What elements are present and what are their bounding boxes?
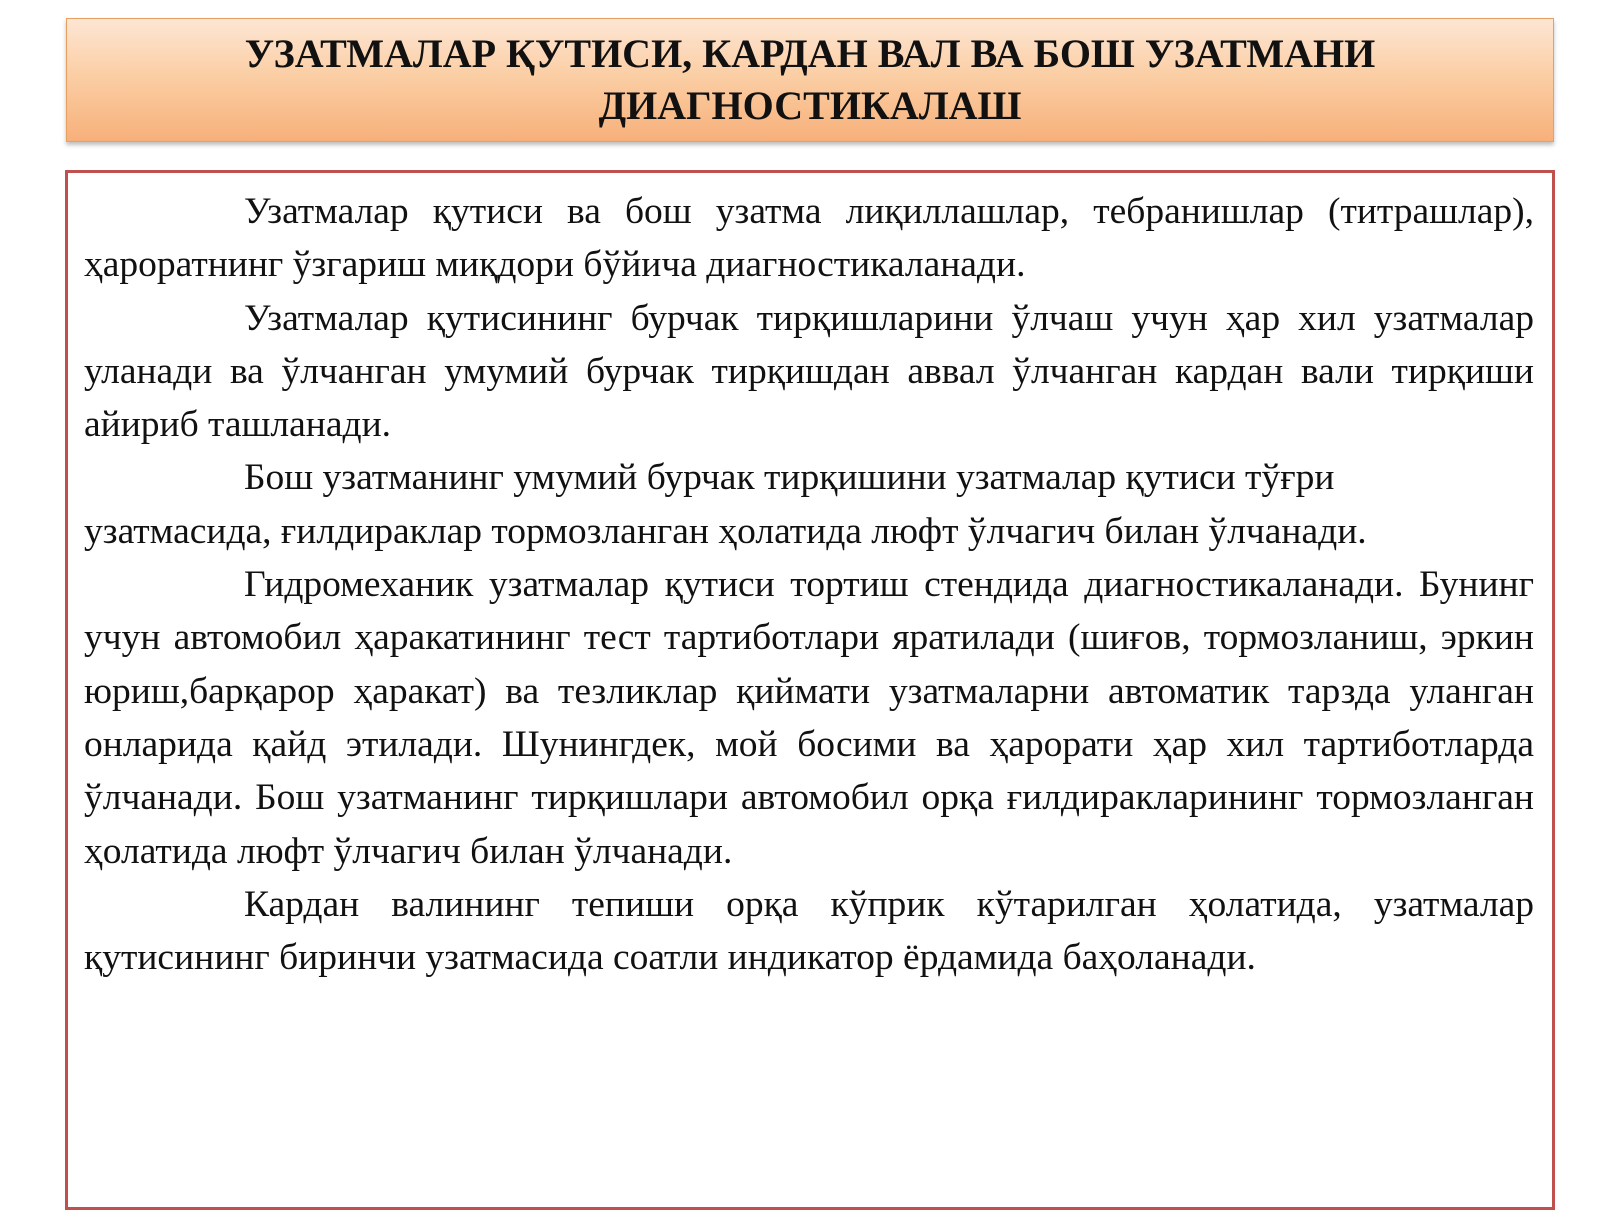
paragraph-main-gear-clearance: Бош узатманинг умумий бурчак тирқишини узатмалар қутиси тўғри bbox=[244, 457, 1335, 499]
paragraph-hydromechanical-gearbox: Гидромеханик узатмалар қутиси тортиш стендида диагностикаланади. Бунинг учун автомобил ҳаракатининг тест тартиботлари яратилади (шиғов, тормозланиш, эркин юриш,барқарор ҳаракат) ва тезликлар қиймати узатмаларни автоматик тарзда уланган онларида қайд этилади. Шунингдек, мой босими ва ҳарорати ҳар хил тартиботларда ўлчанади. Бош узатманинг тирқишлари автомобил орқа ғилдиракларининг тормозланган ҳолатида люфт ўлчагич билан ўлчанади. bbox=[84, 564, 1534, 872]
slide-title: УЗАТМАЛАР ҚУТИСИ, КАРДАН ВАЛ ВА БОШ УЗАТМАНИ ДИАГНОСТИКАЛАШ bbox=[244, 31, 1376, 128]
content-box bbox=[65, 170, 1555, 1210]
title-banner bbox=[66, 18, 1554, 142]
paragraph-gearbox-angular-clearance: Узатмалар қутисининг бурчак тирқишларини ўлчаш учун ҳар хил узатмалар уланади ва ўлчанган умумий бурчак тирқишдан аввал ўлчанган кардан вали тирқиши айириб ташланади. bbox=[84, 297, 1534, 446]
paragraph-diagnostics-overview: Узатмалар қутиси ва бош узатма лиқиллашлар, тебранишлар (титрашлар), ҳароратнинг ўзгариш миқдори бўйича диагностикаланади. bbox=[84, 191, 1534, 286]
paragraph-driveshaft-runout: Кардан валининг тепиши орқа кўприк кўтарилган ҳолатида, узатмалар қутисининг биринчи узатмасида соатли индикатор ёрдамида баҳоланади. bbox=[84, 883, 1534, 979]
paragraph-main-gear-clearance-continued: узатмасида, ғилдираклар тормозланган ҳолатида люфт ўлчагич билан ўлчанади. bbox=[84, 510, 1367, 552]
